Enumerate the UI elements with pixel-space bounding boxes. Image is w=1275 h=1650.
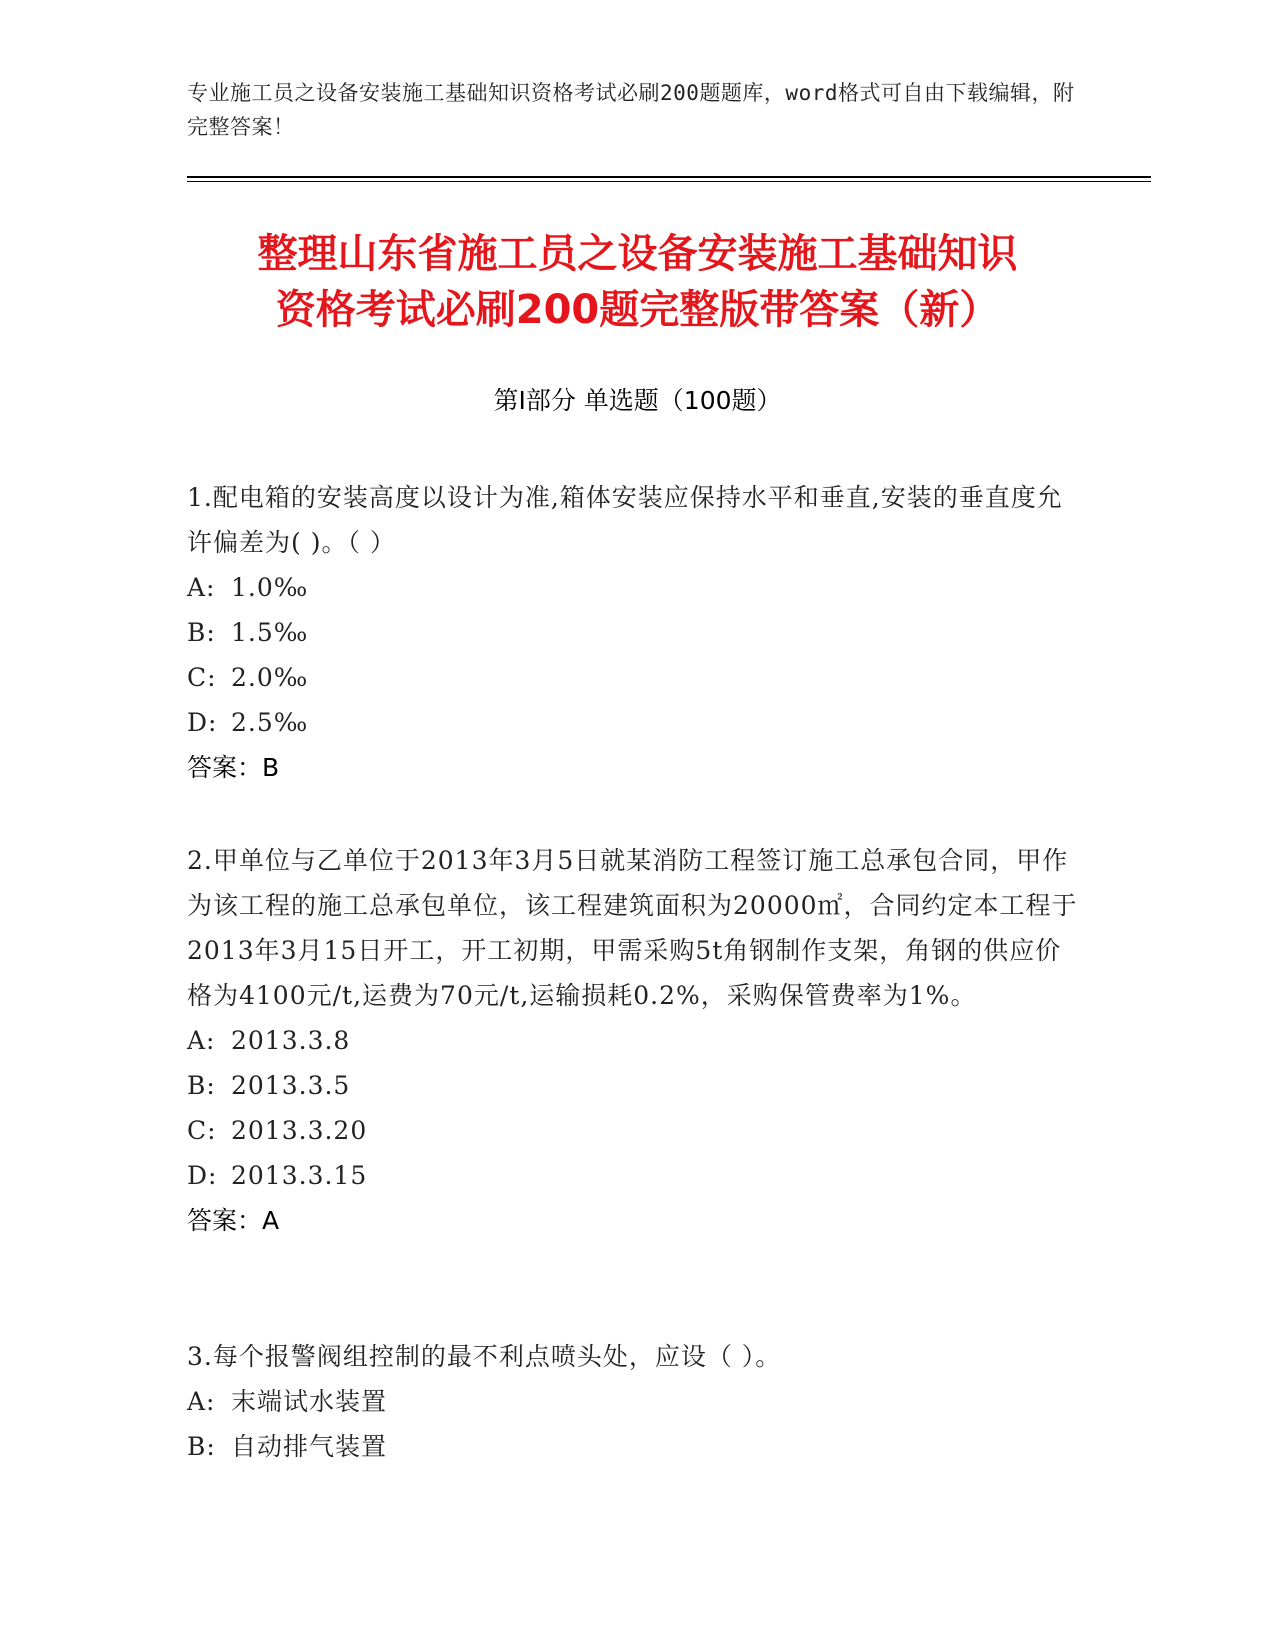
option-label: C: [187,663,217,692]
question-2-option-c [187,1108,1087,1153]
question-2-option-a [187,1018,1087,1063]
question-2 [187,838,1087,1243]
option-label: B: [187,1071,216,1100]
option-text: 1.0‰ [231,573,309,602]
option-label: B: [187,618,216,647]
option-text: 2013.3.15 [231,1161,368,1190]
option-text: 2013.3.20 [231,1116,368,1145]
option-text: 2013.3.8 [231,1026,351,1055]
option-text: 2.0‰ [231,663,309,692]
question-3-text: 3.每个报警阀组控制的最不利点喷头处，应设（ ）。 [187,1342,782,1371]
question-1-text: 1.配电箱的安装高度以设计为准,箱体安装应保持水平和垂直,安装的垂直度允许偏差为( )。（ ） [187,483,1063,557]
section-heading: 第Ⅰ部分 单选题（100题） [493,386,782,415]
question-3-option-b [187,1424,1087,1469]
question-1-option-a [187,565,1087,610]
question-2-answer: 答案：A [187,1206,280,1235]
header-note: 专业施工员之设备安装施工基础知识资格考试必刷200题题库，word格式可自由下载编辑，附完整答案！ [187,81,1075,139]
option-text: 自动排气装置 [231,1432,388,1461]
question-1 [187,475,1087,790]
question-2-text: 2.甲单位与乙单位于2013年3月5日就某消防工程签订施工总承包合同，甲作为该工程的施工总承包单位，该工程建筑面积为20000㎡，合同约定本工程于2013年3月15日开工，开工初期，甲需采购5t角钢制作支架，角钢的供应价格为4100元/t,运费为70元/t,运输损耗0.2%，采购保管费率为1%。 [187,846,1078,1010]
option-label: A: [187,573,216,602]
option-text: 末端试水装置 [231,1387,388,1416]
header-divider-thick [187,176,1151,178]
question-3 [187,1334,1087,1469]
option-text: 2013.3.5 [231,1071,351,1100]
header-divider-thin [187,181,1151,182]
option-text: 1.5‰ [231,618,309,647]
document-title [150,226,1125,338]
question-1-option-b [187,610,1087,655]
document-title-line-1: 整理山东省施工员之设备安装施工基础知识 [257,231,1018,277]
option-text: 2.5‰ [231,708,309,737]
option-label: B: [187,1432,216,1461]
question-1-option-c [187,655,1087,700]
option-label: D: [187,708,218,737]
question-2-option-b [187,1063,1087,1108]
question-2-option-d [187,1153,1087,1198]
document-title-line-2: 资格考试必刷200题完整版带答案（新） [275,287,1000,333]
question-1-answer: 答案：B [187,753,280,782]
option-label: C: [187,1116,217,1145]
option-label: A: [187,1387,216,1416]
option-label: A: [187,1026,216,1055]
question-1-option-d [187,700,1087,745]
option-label: D: [187,1161,218,1190]
question-3-option-a [187,1379,1087,1424]
